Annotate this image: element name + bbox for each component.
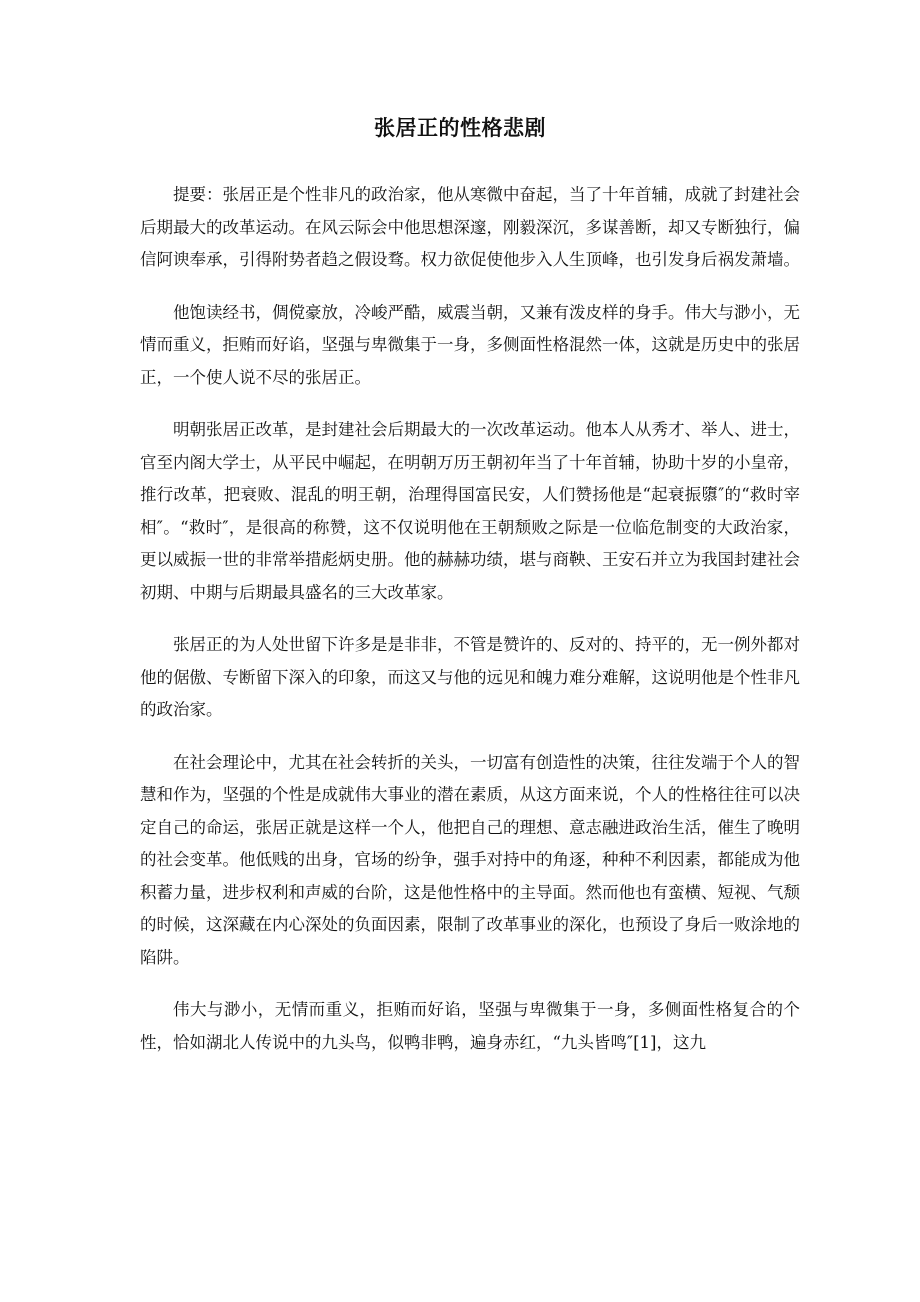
body-paragraph: 在社会理论中，尤其在社会转折的关头，一切富有创造性的决策，往往发端于个人的智慧和作为，坚强的个性是成就伟大事业的潜在素质，从这方面来说，个人的性格往往可以决定自己的命运，张居正就是这样一个人，他把自己的理想、意志融进政治生活，催生了晚明的社会变革。他低贱的出身，官场的纷争，强手对持中的角逐，种种不利因素，都能成为他积蓄力量，进步权利和声威的台阶，这是他性格中的主导面。然而他也有蛮横、短视、气颓的时候，这深藏在内心深处的负面因素，限制了改革事业的深化，也预设了身后一败涂地的陷阱。 [140, 752, 800, 967]
abstract-paragraph: 提要：张居正是个性非凡的政治家，他从寒微中奋起，当了十年首辅，成就了封建社会后期最大的改革运动。在风云际会中他思想深邃，刚毅深沉，多谋善断，却又专断独行，偏信阿谀奉承，引得附势者趋之假设骛。权力欲促使他步入人生顶峰，也引发身后祸发萧墙。 [140, 185, 800, 269]
body-paragraph: 伟大与渺小，无情而重义，拒贿而好谄，坚强与卑微集于一身，多侧面性格复合的个性，恰如湖北人传说中的九头鸟，似鸭非鸭，遍身赤红，“九头皆鸣″[1]，这九 [140, 1000, 800, 1052]
body-paragraph: 他饱读经书，倜傥豪放，冷峻严酷，威震当朝，又兼有泼皮样的身手。伟大与渺小，无情而重义，拒贿而好谄，坚强与卑微集于一身，多侧面性格混然一体，这就是历史中的张居正，一个使人说不尽的张居正。 [140, 302, 800, 387]
document-body [140, 179, 800, 1079]
body-paragraph: 张居正的为人处世留下许多是是非非，不管是赞许的、反对的、持平的，无一例外都对他的倨傲、专断留下深入的印象，而这又与他的远见和魄力难分难解，这说明他是个性非凡的政治家。 [140, 635, 800, 719]
body-paragraph: 明朝张居正改革，是封建社会后期最大的一次改革运动。他本人从秀才、举人、进士，官至内阁大学士，从平民中崛起，在明朝万历王朝初年当了十年首辅，协助十岁的小皇帝，推行改革，把衰败、混乱的明王朝，治理得国富民安，人们赞扬他是“起衰振隳″的“救时宰相″。“救时″，是很高的称赞，这不仅说明他在王朝颓败之际是一位临危制变的大政治家，更以威振一世的非常举措彪炳史册。他的赫赫功绩，堪与商鞅、王安石并立为我国封建社会初期、中期与后期最具盛名的三大改革家。 [140, 420, 800, 602]
document-title: 张居正的性格悲剧 [374, 116, 546, 140]
